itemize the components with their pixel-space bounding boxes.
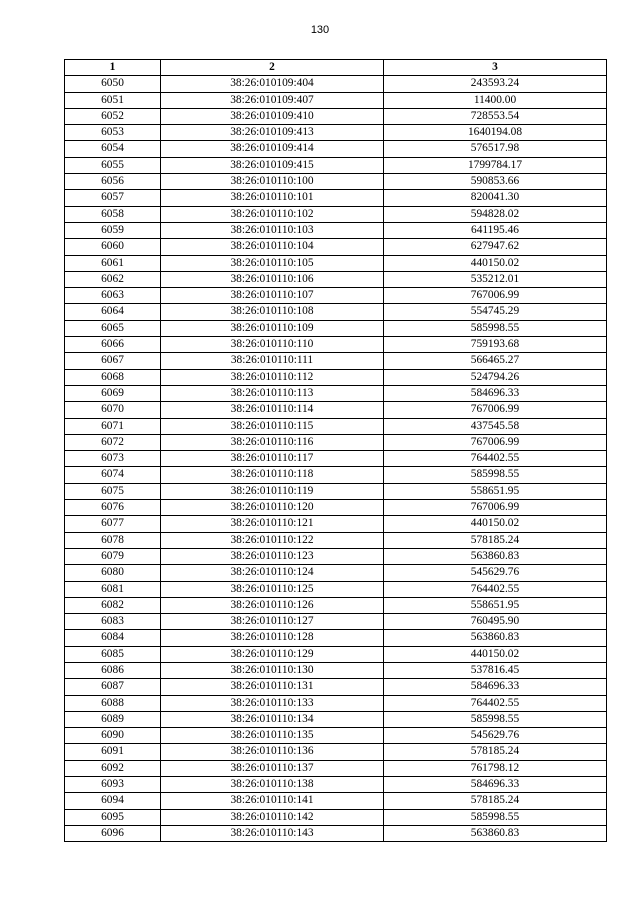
cadastral-number-cell: 38:26:010110:121 [161,516,384,532]
table-row [65,548,607,564]
value-cell: 728553.54 [384,108,607,124]
table-row [65,581,607,597]
value-cell: 584696.33 [384,385,607,401]
value-cell: 1799784.17 [384,157,607,173]
cadastral-number-cell: 38:26:010109:413 [161,125,384,141]
row-number-cell: 6090 [65,728,161,744]
table-row [65,777,607,793]
row-number-cell: 6079 [65,548,161,564]
value-cell: 524794.26 [384,369,607,385]
cadastral-number-cell: 38:26:010109:404 [161,76,384,92]
row-number-cell: 6081 [65,581,161,597]
cadastral-number-cell: 38:26:010110:136 [161,744,384,760]
row-number-cell: 6078 [65,532,161,548]
table-row [65,630,607,646]
value-cell: 440150.02 [384,516,607,532]
table-row [65,304,607,320]
cadastral-number-cell: 38:26:010109:414 [161,141,384,157]
value-cell: 440150.02 [384,646,607,662]
cadastral-number-cell: 38:26:010109:410 [161,108,384,124]
value-cell: 585998.55 [384,320,607,336]
row-number-cell: 6089 [65,711,161,727]
table-row [65,500,607,516]
cadastral-number-cell: 38:26:010109:407 [161,92,384,108]
row-number-cell: 6094 [65,793,161,809]
value-cell: 761798.12 [384,760,607,776]
cadastral-number-cell: 38:26:010110:131 [161,679,384,695]
row-number-cell: 6056 [65,174,161,190]
value-cell: 566465.27 [384,353,607,369]
value-cell: 243593.24 [384,76,607,92]
row-number-cell: 6076 [65,500,161,516]
cadastral-number-cell: 38:26:010110:142 [161,809,384,825]
value-cell: 576517.98 [384,141,607,157]
cadastral-number-cell: 38:26:010109:415 [161,157,384,173]
table-row [65,516,607,532]
table-row [65,125,607,141]
value-cell: 767006.99 [384,402,607,418]
cadastral-number-cell: 38:26:010110:117 [161,451,384,467]
data-table [64,59,607,842]
cadastral-number-cell: 38:26:010110:114 [161,402,384,418]
row-number-cell: 6057 [65,190,161,206]
cadastral-number-cell: 38:26:010110:141 [161,793,384,809]
value-cell: 558651.95 [384,597,607,613]
value-cell: 584696.33 [384,777,607,793]
table-row [65,597,607,613]
value-cell: 590853.66 [384,174,607,190]
row-number-cell: 6095 [65,809,161,825]
value-cell: 767006.99 [384,434,607,450]
value-cell: 545629.76 [384,565,607,581]
table-row [65,793,607,809]
table-row [65,483,607,499]
table-row [65,369,607,385]
value-cell: 584696.33 [384,679,607,695]
cadastral-number-cell: 38:26:010110:124 [161,565,384,581]
table-row [65,744,607,760]
cadastral-number-cell: 38:26:010110:112 [161,369,384,385]
row-number-cell: 6087 [65,679,161,695]
cadastral-number-cell: 38:26:010110:105 [161,255,384,271]
row-number-cell: 6096 [65,825,161,841]
value-cell: 578185.24 [384,744,607,760]
page-number: 130 [310,24,330,36]
row-number-cell: 6058 [65,206,161,222]
row-number-cell: 6066 [65,337,161,353]
row-number-cell: 6065 [65,320,161,336]
row-number-cell: 6093 [65,777,161,793]
row-number-cell: 6059 [65,222,161,238]
table-row [65,565,607,581]
row-number-cell: 6077 [65,516,161,532]
value-cell: 1640194.08 [384,125,607,141]
table-row [65,467,607,483]
row-number-cell: 6075 [65,483,161,499]
row-number-cell: 6084 [65,630,161,646]
cadastral-number-cell: 38:26:010110:103 [161,222,384,238]
cadastral-number-cell: 38:26:010110:137 [161,760,384,776]
table-row [65,728,607,744]
row-number-cell: 6080 [65,565,161,581]
table-header [65,60,607,76]
cadastral-number-cell: 38:26:010110:127 [161,614,384,630]
column-header-3: 3 [384,60,607,76]
row-number-cell: 6071 [65,418,161,434]
header-row [65,60,607,76]
cadastral-number-cell: 38:26:010110:111 [161,353,384,369]
table-row [65,418,607,434]
value-cell: 764402.55 [384,695,607,711]
value-cell: 11400.00 [384,92,607,108]
column-header-1: 1 [65,60,161,76]
value-cell: 585998.55 [384,809,607,825]
table-row [65,92,607,108]
cadastral-number-cell: 38:26:010110:134 [161,711,384,727]
value-cell: 641195.46 [384,222,607,238]
value-cell: 578185.24 [384,793,607,809]
row-number-cell: 6092 [65,760,161,776]
value-cell: 585998.55 [384,467,607,483]
row-number-cell: 6055 [65,157,161,173]
table-row [65,255,607,271]
table-row [65,174,607,190]
cadastral-number-cell: 38:26:010110:110 [161,337,384,353]
table-row [65,809,607,825]
value-cell: 437545.58 [384,418,607,434]
cadastral-number-cell: 38:26:010110:133 [161,695,384,711]
cadastral-number-cell: 38:26:010110:102 [161,206,384,222]
row-number-cell: 6083 [65,614,161,630]
row-number-cell: 6060 [65,239,161,255]
value-cell: 585998.55 [384,711,607,727]
column-header-2: 2 [161,60,384,76]
cadastral-number-cell: 38:26:010110:129 [161,646,384,662]
row-number-cell: 6068 [65,369,161,385]
cadastral-number-cell: 38:26:010110:100 [161,174,384,190]
cadastral-number-cell: 38:26:010110:113 [161,385,384,401]
row-number-cell: 6062 [65,271,161,287]
value-cell: 563860.83 [384,548,607,564]
table-row [65,222,607,238]
value-cell: 760495.90 [384,614,607,630]
table-row [65,288,607,304]
cadastral-number-cell: 38:26:010110:122 [161,532,384,548]
row-number-cell: 6051 [65,92,161,108]
value-cell: 563860.83 [384,630,607,646]
cadastral-number-cell: 38:26:010110:135 [161,728,384,744]
cadastral-number-cell: 38:26:010110:118 [161,467,384,483]
table-body [65,76,607,842]
row-number-cell: 6061 [65,255,161,271]
row-number-cell: 6064 [65,304,161,320]
cadastral-number-cell: 38:26:010110:126 [161,597,384,613]
cadastral-number-cell: 38:26:010110:108 [161,304,384,320]
table-row [65,271,607,287]
value-cell: 545629.76 [384,728,607,744]
table-row [65,337,607,353]
cadastral-number-cell: 38:26:010110:116 [161,434,384,450]
row-number-cell: 6069 [65,385,161,401]
table-row [65,679,607,695]
cadastral-number-cell: 38:26:010110:130 [161,662,384,678]
value-cell: 440150.02 [384,255,607,271]
cadastral-number-cell: 38:26:010110:109 [161,320,384,336]
table-row [65,402,607,418]
table-row [65,239,607,255]
cadastral-number-cell: 38:26:010110:104 [161,239,384,255]
row-number-cell: 6082 [65,597,161,613]
value-cell: 563860.83 [384,825,607,841]
row-number-cell: 6067 [65,353,161,369]
cadastral-number-cell: 38:26:010110:138 [161,777,384,793]
table-row [65,157,607,173]
cadastral-number-cell: 38:26:010110:101 [161,190,384,206]
table-row [65,760,607,776]
value-cell: 578185.24 [384,532,607,548]
row-number-cell: 6085 [65,646,161,662]
row-number-cell: 6072 [65,434,161,450]
row-number-cell: 6086 [65,662,161,678]
value-cell: 759193.68 [384,337,607,353]
table-row [65,532,607,548]
table-row [65,711,607,727]
row-number-cell: 6063 [65,288,161,304]
value-cell: 537816.45 [384,662,607,678]
row-number-cell: 6074 [65,467,161,483]
cadastral-number-cell: 38:26:010110:123 [161,548,384,564]
value-cell: 767006.99 [384,288,607,304]
table-row [65,695,607,711]
cadastral-number-cell: 38:26:010110:106 [161,271,384,287]
cadastral-number-cell: 38:26:010110:107 [161,288,384,304]
row-number-cell: 6091 [65,744,161,760]
cadastral-number-cell: 38:26:010110:115 [161,418,384,434]
row-number-cell: 6070 [65,402,161,418]
table-row [65,614,607,630]
table-row [65,385,607,401]
row-number-cell: 6054 [65,141,161,157]
cadastral-number-cell: 38:26:010110:143 [161,825,384,841]
table-row [65,320,607,336]
table-row [65,451,607,467]
value-cell: 764402.55 [384,581,607,597]
table-row [65,108,607,124]
table-row [65,190,607,206]
cadastral-number-cell: 38:26:010110:120 [161,500,384,516]
table-row [65,141,607,157]
row-number-cell: 6050 [65,76,161,92]
value-cell: 535212.01 [384,271,607,287]
table-row [65,825,607,841]
table-row [65,206,607,222]
row-number-cell: 6053 [65,125,161,141]
value-cell: 764402.55 [384,451,607,467]
table-row [65,353,607,369]
row-number-cell: 6052 [65,108,161,124]
value-cell: 554745.29 [384,304,607,320]
cadastral-number-cell: 38:26:010110:125 [161,581,384,597]
row-number-cell: 6088 [65,695,161,711]
table-row [65,662,607,678]
cadastral-number-cell: 38:26:010110:119 [161,483,384,499]
value-cell: 627947.62 [384,239,607,255]
table-row [65,76,607,92]
value-cell: 820041.30 [384,190,607,206]
cadastral-number-cell: 38:26:010110:128 [161,630,384,646]
value-cell: 767006.99 [384,500,607,516]
value-cell: 594828.02 [384,206,607,222]
table-row [65,434,607,450]
value-cell: 558651.95 [384,483,607,499]
table-row [65,646,607,662]
row-number-cell: 6073 [65,451,161,467]
